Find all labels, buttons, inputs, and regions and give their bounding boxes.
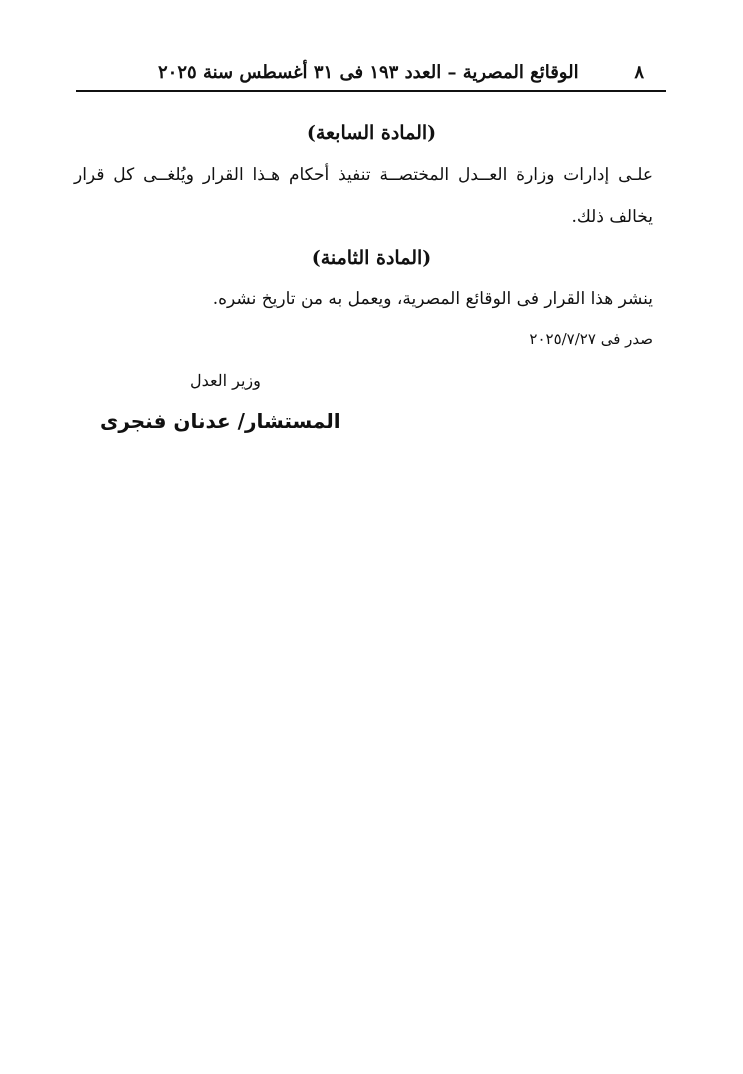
article-8-text: ينشر هذا القرار فى الوقائع المصرية، ويعمل به من تاريخ نشره. bbox=[212, 289, 653, 309]
article-8-title: (المادة الثامنة) bbox=[311, 247, 432, 269]
article-7-text-line-2: يخالف ذلك. bbox=[571, 207, 653, 227]
page-number: ٨ bbox=[634, 62, 644, 83]
minister-name: المستشار/ عدنان فنجرى bbox=[100, 409, 341, 433]
running-head: الوقائع المصرية – العدد ١٩٣ فى ٣١ أغسطس سنة ٢٠٢٥ bbox=[158, 62, 579, 83]
minister-title: وزير العدل bbox=[190, 371, 261, 390]
page-header bbox=[76, 60, 666, 92]
issue-date: صدر فى ٢٠٢٥/٧/٢٧ bbox=[529, 330, 653, 348]
article-7-title: (المادة السابعة) bbox=[306, 122, 437, 144]
article-7-text-line-1: علـى إدارات وزارة العــدل المختصــة تنفيذ أحكام هـذا القرار ويُلغــى كل قرار bbox=[74, 165, 653, 185]
